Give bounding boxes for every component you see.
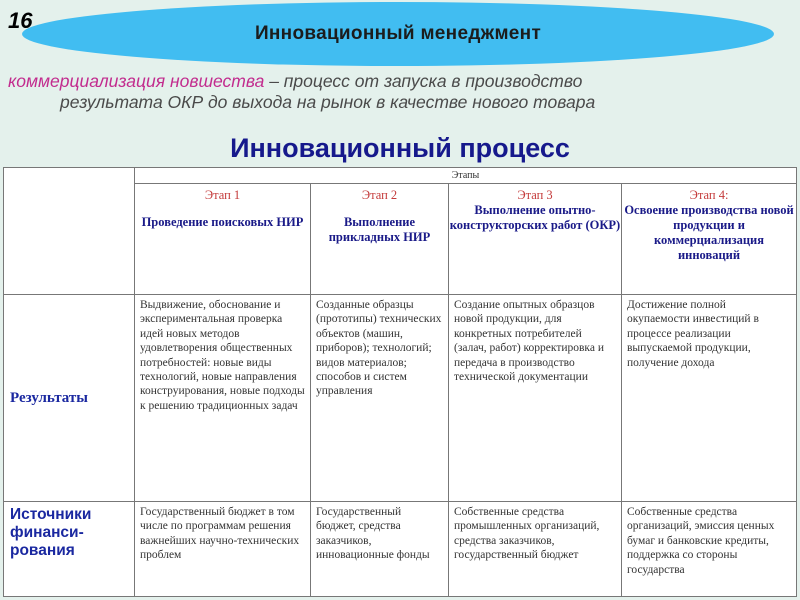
stage-1-header	[135, 184, 311, 295]
stage-3-header	[449, 184, 622, 295]
stage-4-header	[622, 184, 797, 295]
stage-2-header	[311, 184, 449, 295]
definition-rest: – процесс от запуска в производство	[264, 71, 583, 91]
stage-3-number: Этап 3	[517, 188, 553, 202]
finance-stage-3: Собственные средства промышленных организаций, средства заказчиков, государственный бюджет	[449, 502, 622, 597]
stage-4-name: Освоение производства новой продукции и коммерциализация инноваций	[624, 203, 794, 262]
definition-text	[8, 71, 788, 113]
stage-2-name: Выполнение прикладных НИР	[328, 215, 431, 244]
finance-stage-2: Государственный бюджет, средства заказчиков, инновационные фонды	[311, 502, 449, 597]
process-title: Инновационный процесс	[230, 133, 570, 163]
finance-label: Источники финанси-рования	[4, 502, 135, 597]
definition-line2: результата ОКР до выхода на рынок в качестве нового товара	[60, 92, 596, 112]
stage-2-number: Этап 2	[361, 188, 398, 202]
results-label: Результаты	[4, 295, 135, 502]
result-stage-3: Создание опытных образцов новой продукции, для конкретных потребителей (залач, работ) корректировка и передача в производство технической документации	[449, 295, 622, 502]
result-stage-2: Созданные образцы (прототипы) технических объектов (машин, приборов); технологий; видов материалов; способов и систем управления	[311, 295, 449, 502]
stage-1-number: Этап 1	[204, 188, 241, 202]
stage-1-name: Проведение поисковых НИР	[141, 215, 304, 229]
process-table	[3, 167, 797, 597]
table-corner-cell	[4, 168, 135, 295]
slide-title: Инновационный менеджмент	[254, 23, 542, 44]
stage-3-name: Выполнение опытно-конструкторских работ (ОКР)	[449, 203, 621, 232]
finance-stage-1: Государственный бюджет в том числе по программам решения важнейших научно-технических проблем	[135, 502, 311, 597]
stages-header: Этапы	[135, 168, 797, 184]
result-stage-1: Выдвижение, обоснование и экспериментальная проверка идей новых методов удовлетворения общественных потребностей: новые виды технологий, новые направления конструирования, новые подходы к решению традиционных задач	[135, 295, 311, 502]
definition-term: коммерциализация новшества	[8, 71, 265, 91]
stage-4-number: Этап 4:	[689, 188, 729, 202]
finance-stage-4: Собственные средства организаций, эмиссия ценных бумаг и банковские кредиты, поддержка со стороны государства	[622, 502, 797, 597]
result-stage-4: Достижение полной окупаемости инвестиций в процессе реализации выпускаемой продукции, получение дохода	[622, 295, 797, 502]
slide-number: 16	[8, 8, 33, 33]
